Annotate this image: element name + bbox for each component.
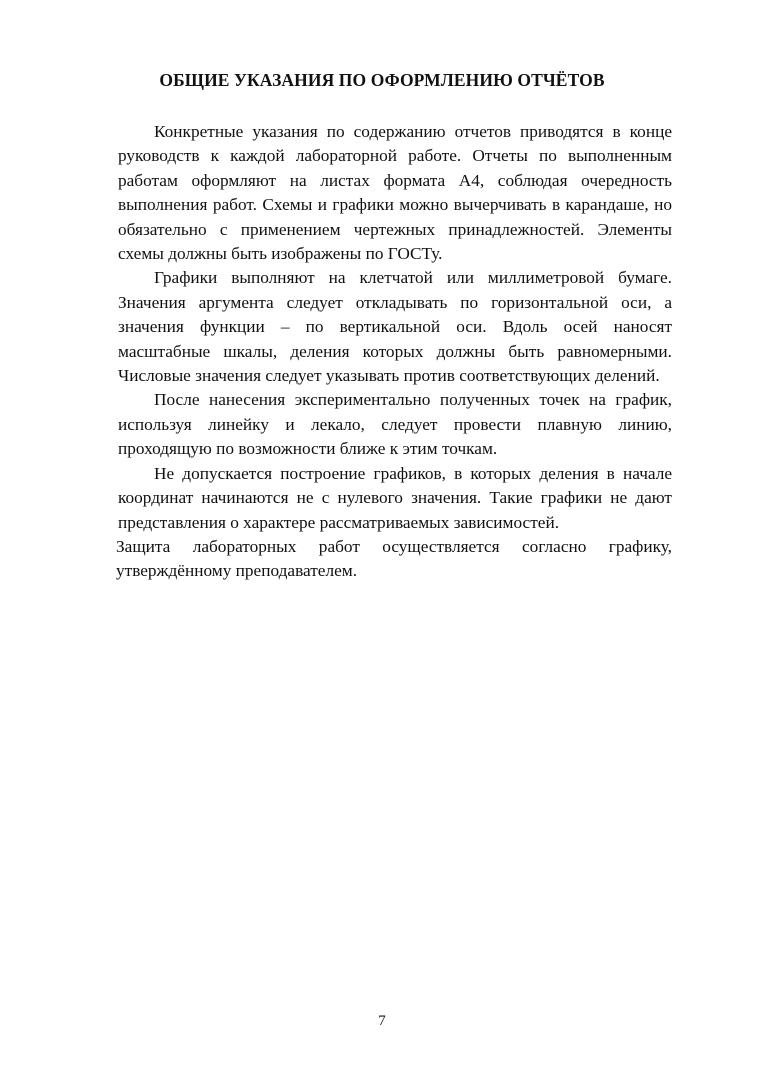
page-title: ОБЩИЕ УКАЗАНИЯ ПО ОФОРМЛЕНИЮ ОТЧЁТОВ [159, 70, 605, 90]
paragraph-report-contents: Конкретные указания по содержанию отчетов приводятся в конце руководств к каждой лабораторной работе. Отчеты по выполненным работам оформляют на листах формата А4, соблюдая очередность выполнения работ. Схемы и графики можно вычерчивать в карандаше, но обязательно с применением чертежных принадлежностей. Элементы схемы должны быть изображены по ГОСТу. [118, 122, 672, 264]
body-text [118, 120, 672, 584]
paragraph-graph-paper: Графики выполняют на клетчатой или миллиметровой бумаге. Значения аргумента следует откладывать по горизонтальной оси, а значения функции – по вертикальной оси. Вдоль осей наносят масштабные шкалы, деления которых должны быть равномерными. Числовые значения следует указывать против соответствующих делений. [118, 268, 672, 386]
page-number: 7 [378, 1013, 386, 1029]
paragraph-smooth-line: После нанесения экспериментально полученных точек на график, используя линейку и лекало, следует провести плавную линию, проходящую по возможности ближе к этим точкам. [118, 390, 672, 459]
paragraph-defense: Защита лабораторных работ осуществляется согласно графику, утверждённому преподавателем. [116, 536, 672, 581]
paragraph-zero-origin: Не допускается построение графиков, в которых деления в начале координат начинаются не с нулевого значения. Такие графики не дают представления о характере рассматриваемых зависимостей. [118, 463, 672, 532]
